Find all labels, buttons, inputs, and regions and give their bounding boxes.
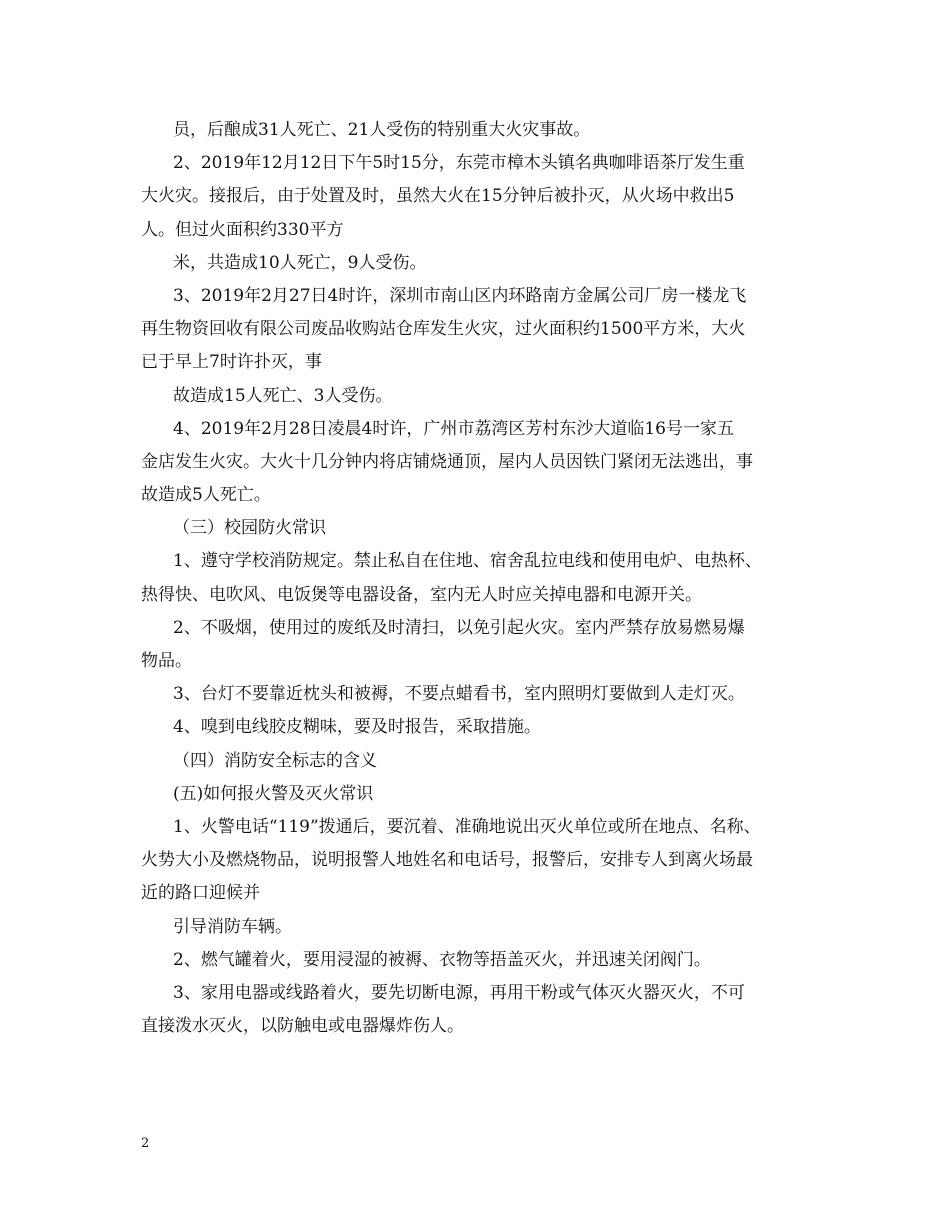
- text-line: 1、火警电话“119”拨通后，要沉着、准确地说出灭火单位或所在地点、名称、: [173, 816, 761, 837]
- text-line: 米，共造成10人死亡，9人受伤。: [173, 252, 427, 273]
- text-line: 再生物资回收有限公司废品收购站仓库发生火灾，过火面积约1500平方米，大火: [141, 319, 746, 340]
- text-line: 故造成15人死亡、3人受伤。: [173, 385, 393, 406]
- text-line: 3、家用电器或线路着火，要先切断电源，再用干粉或气体灭火器灭火，不可: [173, 982, 745, 1003]
- text-line: 人。但过火面积约330平方: [141, 219, 344, 240]
- text-line: 2、2019年12月12日下午5时15分，东莞市樟木头镇名典咖啡语茶厅发生重: [173, 153, 745, 174]
- text-line: （三）校园防火常识: [173, 518, 326, 539]
- page-number: 2: [141, 1136, 150, 1151]
- text-line: 金店发生火灾。大火十几分钟内将店铺烧通顶，屋内人员因铁门紧闭无法逃出，事: [141, 451, 753, 472]
- text-line: 火势大小及燃烧物品，说明报警人地姓名和电话号，报警后，安排专人到离火场最: [141, 850, 753, 871]
- text-line: 员，后酿成31人死亡、21人受伤的特别重大火灾事故。: [173, 120, 591, 140]
- text-line: (五)如何报火警及灭火常识: [173, 783, 374, 804]
- text-line: （四）消防安全标志的含义: [173, 750, 377, 771]
- text-line: 引导消防车辆。: [173, 916, 292, 937]
- document-body: [141, 114, 821, 1043]
- text-line: 3、2019年2月27日4时许，深圳市南山区内环路南方金属公司厂房一楼龙飞: [173, 285, 747, 306]
- text-line: 2、不吸烟，使用过的废纸及时清扫，以免引起火灾。室内严禁存放易燃易爆: [173, 617, 745, 638]
- text-line: 已于早上7时许扑灭，事: [141, 352, 322, 373]
- text-line: 大火灾。接报后，由于处置及时，虽然大火在15分钟后被扑灭，从火场中救出5: [141, 186, 735, 207]
- text-line: 故造成5人死亡。: [141, 485, 271, 506]
- text-line: 3、台灯不要靠近枕头和被褥，不要点蜡看书，室内照明灯要做到人走灯灭。: [173, 684, 745, 705]
- text-line: 4、2019年2月28日凌晨4时许，广州市荔湾区芳村东沙大道临16号一家五: [173, 418, 734, 439]
- text-line: 1、遵守学校消防规定。禁止私自在住地、宿舍乱拉电线和使用电炉、电热杯、: [173, 551, 762, 572]
- text-line: 直接泼水灭火，以防触电或电器爆炸伤人。: [141, 1016, 464, 1037]
- text-line: 近的路口迎候并: [141, 883, 260, 904]
- text-line: 物品。: [141, 651, 192, 671]
- text-line: 4、嗅到电线胶皮糊味，要及时报告，采取措施。: [173, 717, 541, 738]
- text-line: 2、燃气罐着火，要用浸湿的被褥、衣物等捂盖灭火，并迅速关闭阀门。: [173, 949, 711, 970]
- text-line: 热得快、电吹风、电饭煲等电器设备，室内无人时应关掉电器和电源开关。: [141, 584, 702, 605]
